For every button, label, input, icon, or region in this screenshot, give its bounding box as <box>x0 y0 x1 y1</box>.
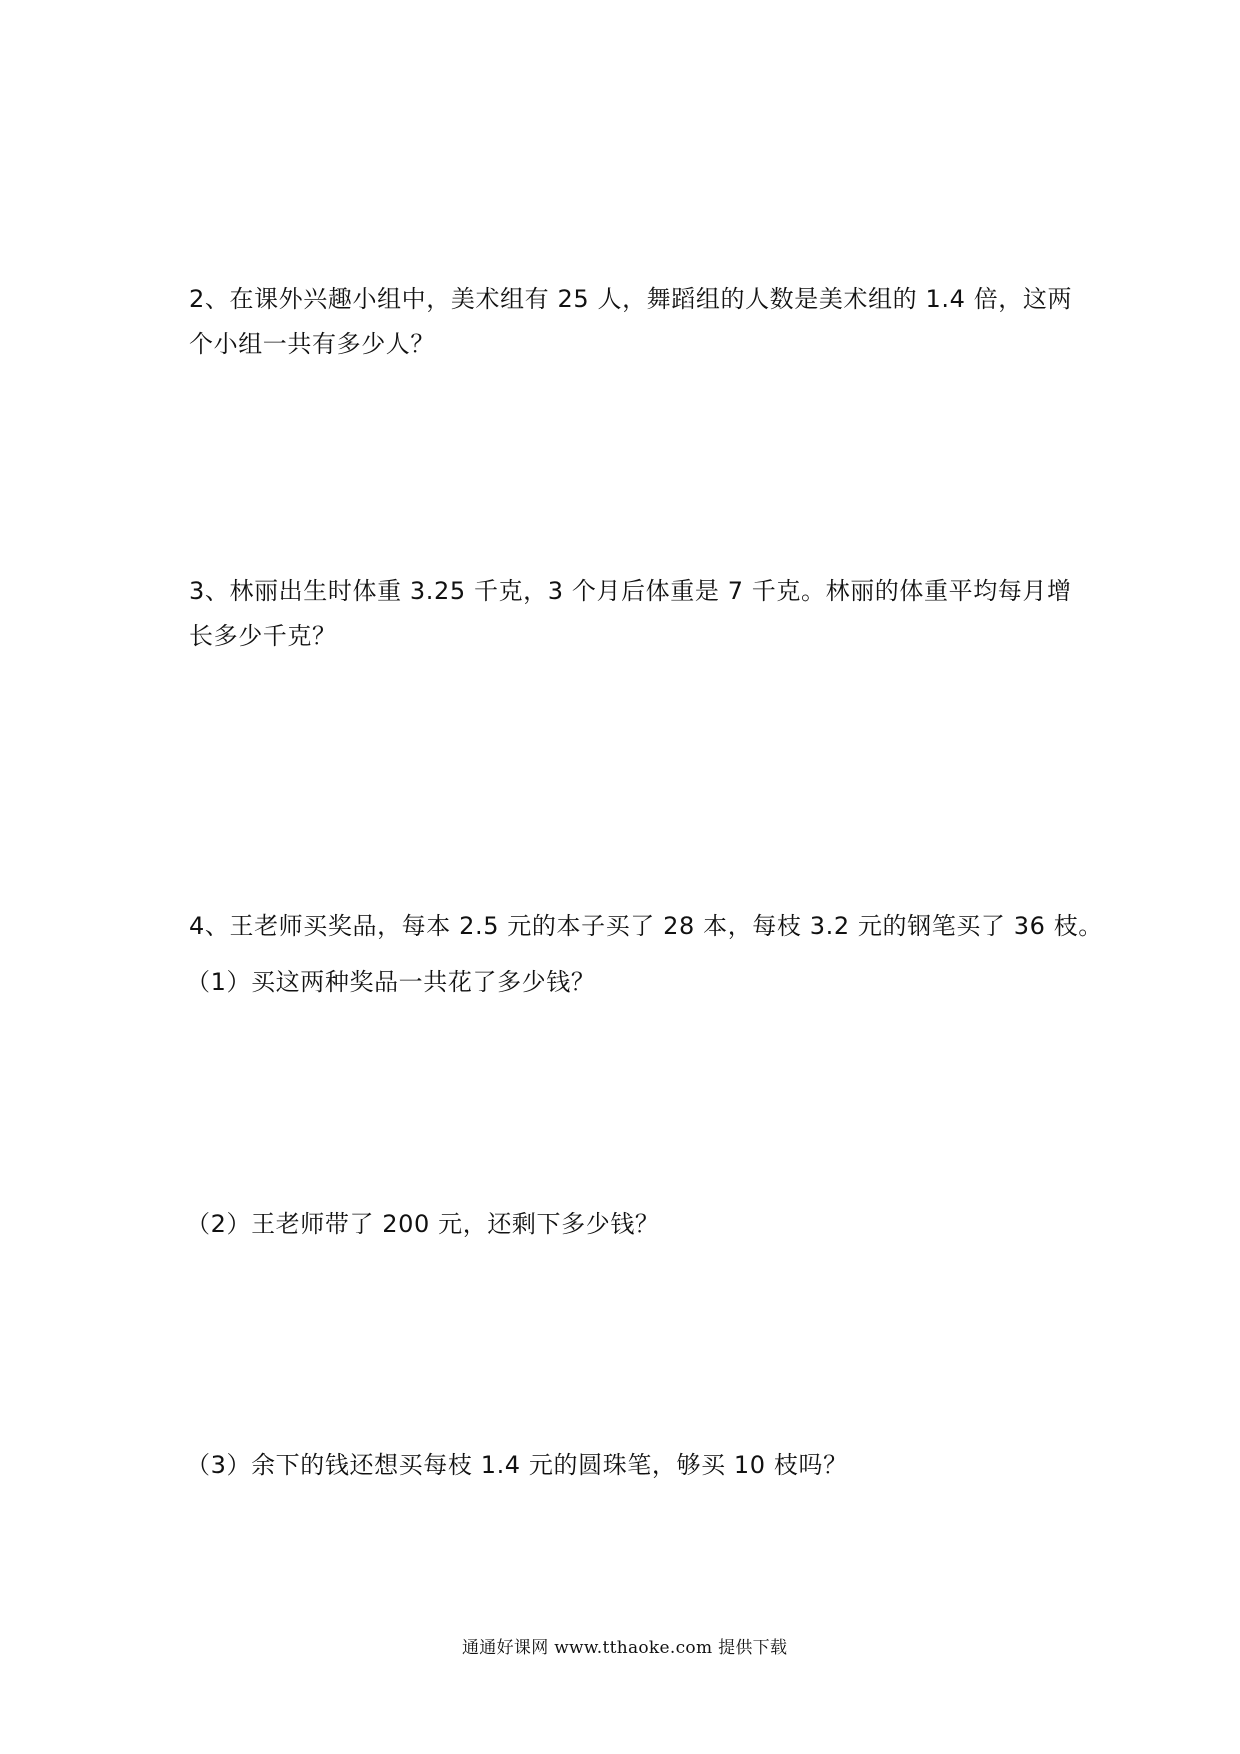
question-2-line-2: 个小组一共有多少人？ <box>189 330 435 358</box>
question-4-subquestion-3: （3）余下的钱还想买每枝 1.4 元的圆珠笔，够买 10 枝吗？ <box>186 1451 848 1479</box>
question-4-subquestion-2: （2）王老师带了 200 元，还剩下多少钱？ <box>186 1210 660 1238</box>
question-3-line-1: 3、林丽出生时体重 3.25 千克，3 个月后体重是 7 千克。林丽的体重平均每月增 <box>189 577 1072 605</box>
question-3-line-2: 长多少千克？ <box>189 622 337 650</box>
question-2-line-1: 2、在课外兴趣小组中，美术组有 25 人，舞蹈组的人数是美术组的 1.4 倍，这两 <box>189 285 1073 313</box>
question-4-line-1: 4、王老师买奖品，每本 2.5 元的本子买了 28 本，每枝 3.2 元的钢笔买了 36 枝。 <box>189 912 1103 940</box>
footer-source-text: 通通好课网 www.tthaoke.com 提供下载 <box>462 1638 788 1658</box>
question-4-subquestion-1: （1）买这两种奖品一共花了多少钱？ <box>186 968 596 996</box>
